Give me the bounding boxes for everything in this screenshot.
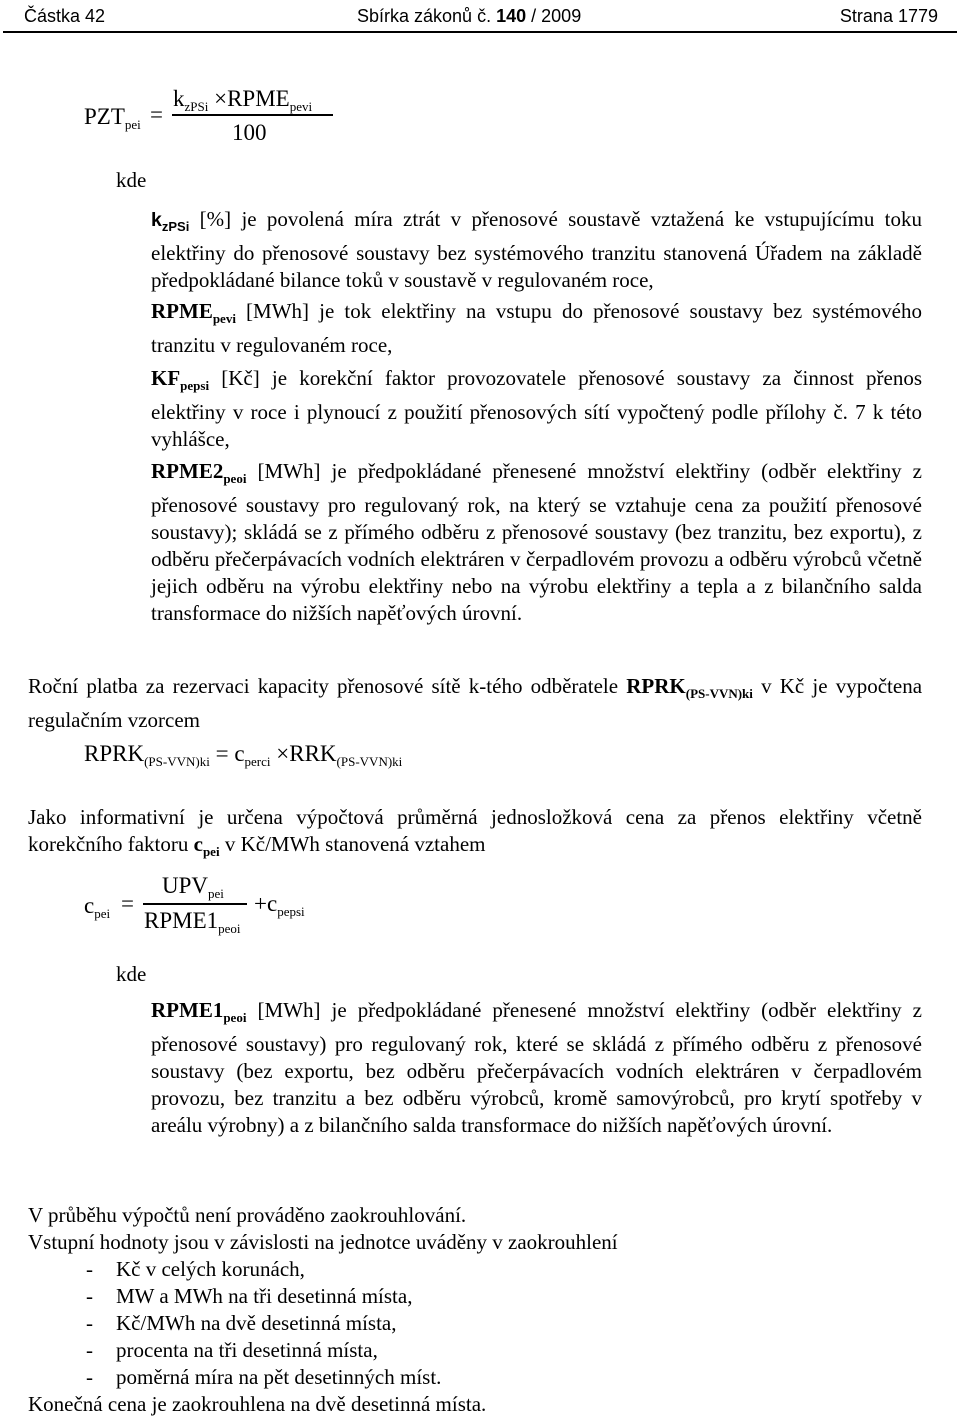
page-header (0, 0, 960, 34)
formula-pzt-eq: = (150, 102, 163, 127)
list-item: - MW a MWh na tři desetinná místa, (86, 1284, 413, 1308)
header-page: Strana 1779 (839, 6, 938, 26)
formula-pzt-lhs: $PZT_{pei}$ (84, 104, 141, 132)
formula-cpei-denominator: $RPME1_{peoi}$ (144, 908, 241, 936)
para-rprk: Roční platba za rezervaci kapacity přenosové sítě k-tého odběratele $RPRK_{(PS-VVN)ki}$ v Kč je vypočtena regulačním vzorcem (28, 674, 923, 732)
header-collection (357, 6, 581, 27)
formula-cpei-numerator: $UPV_{pei}$ (162, 873, 224, 901)
def-rpme2-peoi: $RPME2_{peoi}$ [MWh] je předpokládané přenesené množství elektřiny (odběr elektřiny z přenosové soustavy pro regulovaný rok, na který se vztahuje cena za použití přenosové soustavy); skládá se z přímého odběru z přenosové soustavy (bez tranzitu, bez exportu), z odběru přečerpávacích vodních elektráren v čerpadlovém provozu a odběru výrobců včetně jejich odběru na výrobu elektřiny nebo na výrobu elektřiny a tepla a z bilančního salda transformace do nižších napěťových úrovní. (151, 459, 922, 625)
formula-cpei-eq: = (121, 891, 134, 916)
def-kf-pepsi: $KF_{pepsi}$ [Kč] je korekční faktor provozovatele přenosové soustavy za činnost přenos elektřiny v roce i plynoucí z použití přenosových sítí vypočtený podle přílohy č. 7 k této vyhlášce, (151, 366, 923, 451)
formula-pzt-denominator: 100 (232, 120, 267, 145)
rounding-line: V průběhu výpočtů není prováděno zaokrouhlování. (28, 1203, 467, 1227)
formula-cpei-fraction-bar (143, 903, 247, 905)
kde-label: kde (116, 168, 147, 192)
header-collection-prefix: Sbírka zákonů č. (357, 6, 492, 26)
def-rpme-pevi: $RPME_{pevi}$ [MWh] je tok elektřiny na vstupu do přenosové soustavy bez systémového tranzitu v regulovaném roce, (151, 299, 922, 357)
formula-rprk: $RPRK_{(PS-VVN)ki} = c_{perci} \times RRK_{(PS-VVN)ki}$ (84, 741, 403, 769)
def-kzpsi: $k_{zPSi}$ [%] je povolená míra ztrát v přenosové soustavě vztažená ke vstupujícímu toku elektřiny do přenosové soustavy bez systémového tranzitu stanovená Úřadem na základě předpokládané bilance toků v soustavě v regulovaném roce, (151, 207, 922, 292)
formula-pzt-numerator: $k_{zPSi}$ $\times RPME_{pevi}$ (173, 86, 313, 114)
rounding-final: Konečná cena je zaokrouhlena na dvě desetinná místa. (28, 1392, 487, 1416)
list-item: - poměrná míra na pět desetinných míst. (86, 1365, 442, 1389)
para-cpei: Jako informativní je určena výpočtová průměrná jednosložková cena za přenos elektřiny včetně korekčního faktoru $c_{pei}$ v Kč/MWh stanovená vztahem (28, 805, 922, 859)
formula-cpei-rhs: $+c_{pepsi}$ (254, 891, 305, 919)
formula-pzt-fraction-bar (172, 114, 333, 116)
rounding-rules (28, 1202, 618, 1418)
rounding-line: Vstupní hodnoty jsou v závislosti na jednotce uváděny v zaokrouhlení (28, 1230, 618, 1254)
header-collection-year: / 2009 (531, 6, 582, 26)
header-collection-number: 140 (496, 6, 527, 26)
list-item: - Kč/MWh na dvě desetinná místa, (86, 1311, 397, 1335)
list-item: - Kč v celých korunách, (86, 1257, 305, 1281)
header-part: Částka 42 (24, 6, 106, 26)
formula-cpei-lhs: $c_{pei}$ (84, 893, 111, 921)
kde-label: kde (116, 962, 147, 986)
header-rule (3, 31, 957, 33)
list-item: - procenta na tři desetinná místa, (86, 1338, 378, 1362)
def-rpme1-peoi: $RPME1_{peoi}$ [MWh] je předpokládané přenesené množství elektřiny (odběr elektřiny z přenosové soustavy) pro regulovaný rok, které se skládá z přímého odběru z přenosové soustavy (bez exportu, bez odběru přečerpávacích vodních elektráren v čerpadlovém provozu, bez tranzitu a bez odběru výrobců, kromě samovýrobců, pro krytí spotřeby v areálu výrobny) a z bilančního salda transformace do nižších napěťových úrovní. (151, 998, 922, 1137)
